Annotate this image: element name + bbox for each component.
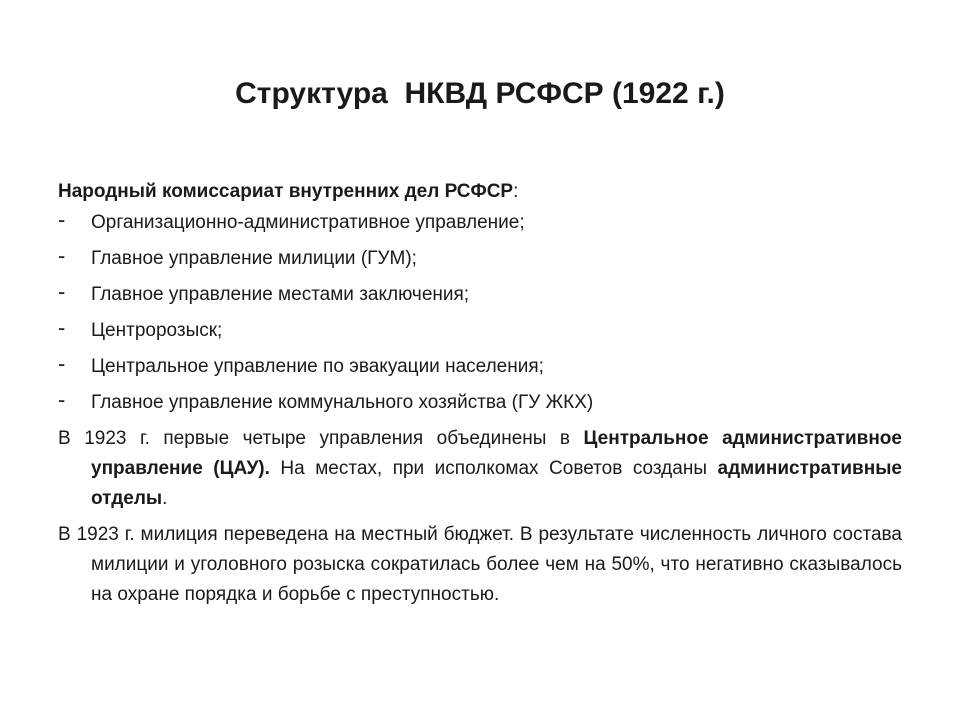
section-heading-bold: Народный комиссариат внутренних дел РСФСР [58,181,514,202]
dash-marker: - [58,387,66,412]
list-item [58,316,902,345]
list-item [58,244,902,273]
list-item-text: Главное управление коммунального хозяйства (ГУ ЖКХ) [91,392,594,413]
list-item-text: Главное управление местами заключения; [91,284,470,305]
list-item [58,388,902,417]
section-heading [58,177,902,206]
para1-text-1: В 1923 г. первые четыре управления объединены в [58,428,584,449]
list-item-text: Центророзыск; [91,320,223,341]
list-item-text: Организационно-административное управление; [91,212,525,233]
dash-marker: - [58,315,66,340]
list-item-text: Главное управление милиции (ГУМ); [91,248,417,269]
para1-bold-admin-departments: административные отделы [91,458,902,509]
dash-marker: - [58,279,66,304]
list-item [58,280,902,309]
dash-marker: - [58,207,66,232]
slide-content [58,177,902,616]
list-item-text: Центральное управление по эвакуации населения; [91,356,544,377]
para1-bold-tsau: Центральное административное управление (ЦАУ). [91,428,902,479]
dash-marker: - [58,243,66,268]
para1-text-3: . [162,488,168,509]
dash-marker: - [58,351,66,376]
section-heading-colon: : [513,181,519,202]
slide-title: Структура НКВД РСФСР (1922 г.) [235,77,725,110]
para1-text-2: На местах, при исполкомах Советов созданы [269,458,718,479]
paragraph-1923-tsau [58,424,902,514]
list-item [58,208,902,237]
department-list [58,208,902,417]
list-item [58,352,902,381]
paragraph-1923-budget: В 1923 г. милиция переведена на местный бюджет. В результате численность личного состава милиции и уголовного розыска сократилась более чем на 50%, что негативно сказывалось на охране порядка и борьбе с преступностью. [58,524,902,605]
